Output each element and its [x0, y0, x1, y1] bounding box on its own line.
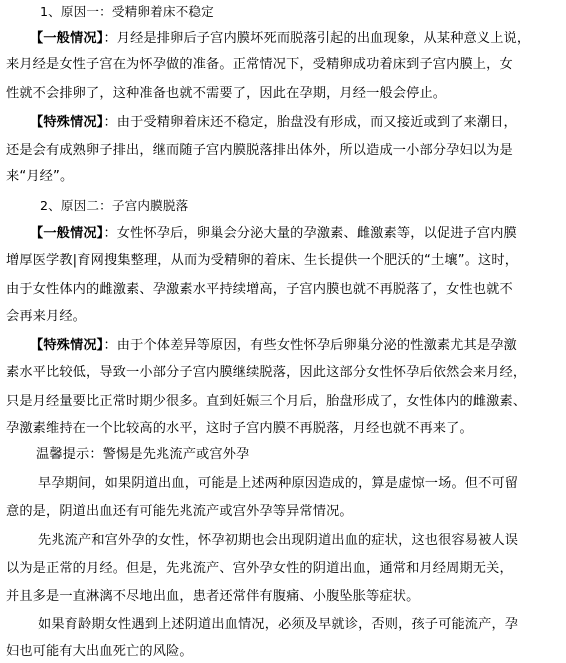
section1-heading: 1、原因一：受精卵着床不稳定 [40, 4, 214, 19]
tips-paragraph-3-line-1: 如果育龄期女性遇到上述阴道出血情况，必须及早就诊，否则，孩子可能流产，孕 [38, 617, 519, 632]
section1-special-line-2: 还是会有成熟卵子排出，继而随子宫内膜脱落排出体外，所以造成一小部分孕妇以为是 [6, 143, 513, 158]
section2-general-text: ：女性怀孕后，卵巢会分泌大量的孕激素、雌激素等，以促进子宫内膜 [103, 226, 517, 241]
section1-special-line-3: 来“月经”。 [6, 169, 74, 184]
tips-paragraph-2-line-2: 以为是正常的月经。但是，先兆流产、宫外孕女性的阴道出血，通常和月经周期无关， [6, 561, 513, 576]
section2-heading: 2、原因二：子宫内膜脱落 [40, 198, 189, 213]
section1-general-line-1 [30, 29, 562, 49]
tips-paragraph-1-line-1: 早孕期间，如果阴道出血，可能是上述两种原因造成的，算是虚惊一场。但不可留 [38, 476, 519, 491]
section2-special-line-3: 只是月经量要比正常时期少很多。直到妊娠三个月后，胎盘形成了，女性体内的雌激素、 [6, 394, 527, 409]
section2-general-line-3: 由于女性体内的雌激素、孕激素水平持续增高，子宫内膜也就不再脱落了，女性也就不 [6, 282, 513, 297]
section2-general-line-1 [30, 224, 562, 244]
section2-general-line-4: 会再来月经。 [6, 309, 87, 324]
section2-general-tag: 【一般情况】 [30, 226, 104, 241]
section1-general-tag: 【一般情况】 [30, 31, 104, 46]
section2-special-text: ：由于个体差异等原因，有些女性怀孕后卵巢分泌的性激素尤其是孕激 [103, 338, 517, 353]
section1-general-text: ：月经是排卵后子宫内膜坏死而脱落引起的出血现象，从某种意义上说， [103, 31, 531, 46]
tips-paragraph-2-line-1: 先兆流产和宫外孕的女性，怀孕初期也会出现阴道出血的症状，这也很容易被人误 [38, 533, 519, 548]
tips-paragraph-1-line-2: 意的是，阴道出血还有可能先兆流产或宫外孕等异常情况。 [6, 504, 353, 519]
section2-special-line-4: 孕激素维持在一个比较高的水平，这时子宫内膜不再脱落，月经也就不再来了。 [6, 421, 473, 436]
section2-special-line-2: 素水平比较低，导致一小部分子宫内膜继续脱落，因此这部分女性怀孕后依然会来月经， [6, 365, 527, 380]
tips-paragraph-3-line-2: 妇也可能有大出血死亡的风险。 [6, 644, 193, 659]
section1-general-line-3: 性就不会排卵了，这种准备也就不需要了，因此在孕期，月经一般会停止。 [6, 86, 447, 101]
section1-special-tag: 【特殊情况】 [30, 115, 104, 130]
section2-special-line-1 [30, 336, 562, 356]
tips-heading: 温馨提示：警惕是先兆流产或宫外孕 [36, 447, 250, 462]
section1-general-line-2: 来月经是女性子宫在为怀孕做的准备。正常情况下，受精卵成功着床到子宫内膜上，女 [6, 57, 513, 72]
section1-special-text: ：由于受精卵着床还不稳定，胎盘没有形成，而又接近或到了来潮日， [103, 115, 517, 130]
section2-special-tag: 【特殊情况】 [30, 338, 104, 353]
section1-special-line-1 [30, 113, 562, 133]
section2-general-line-2: 增厚医学教|育网搜集整理，从而为受精卵的着床、生长提供一个肥沃的“土壤”。这时， [6, 253, 519, 268]
tips-paragraph-2-line-3: 并且多是一直淋漓不尽地出血，患者还常伴有腹痛、小腹坠胀等症状。 [6, 589, 420, 604]
